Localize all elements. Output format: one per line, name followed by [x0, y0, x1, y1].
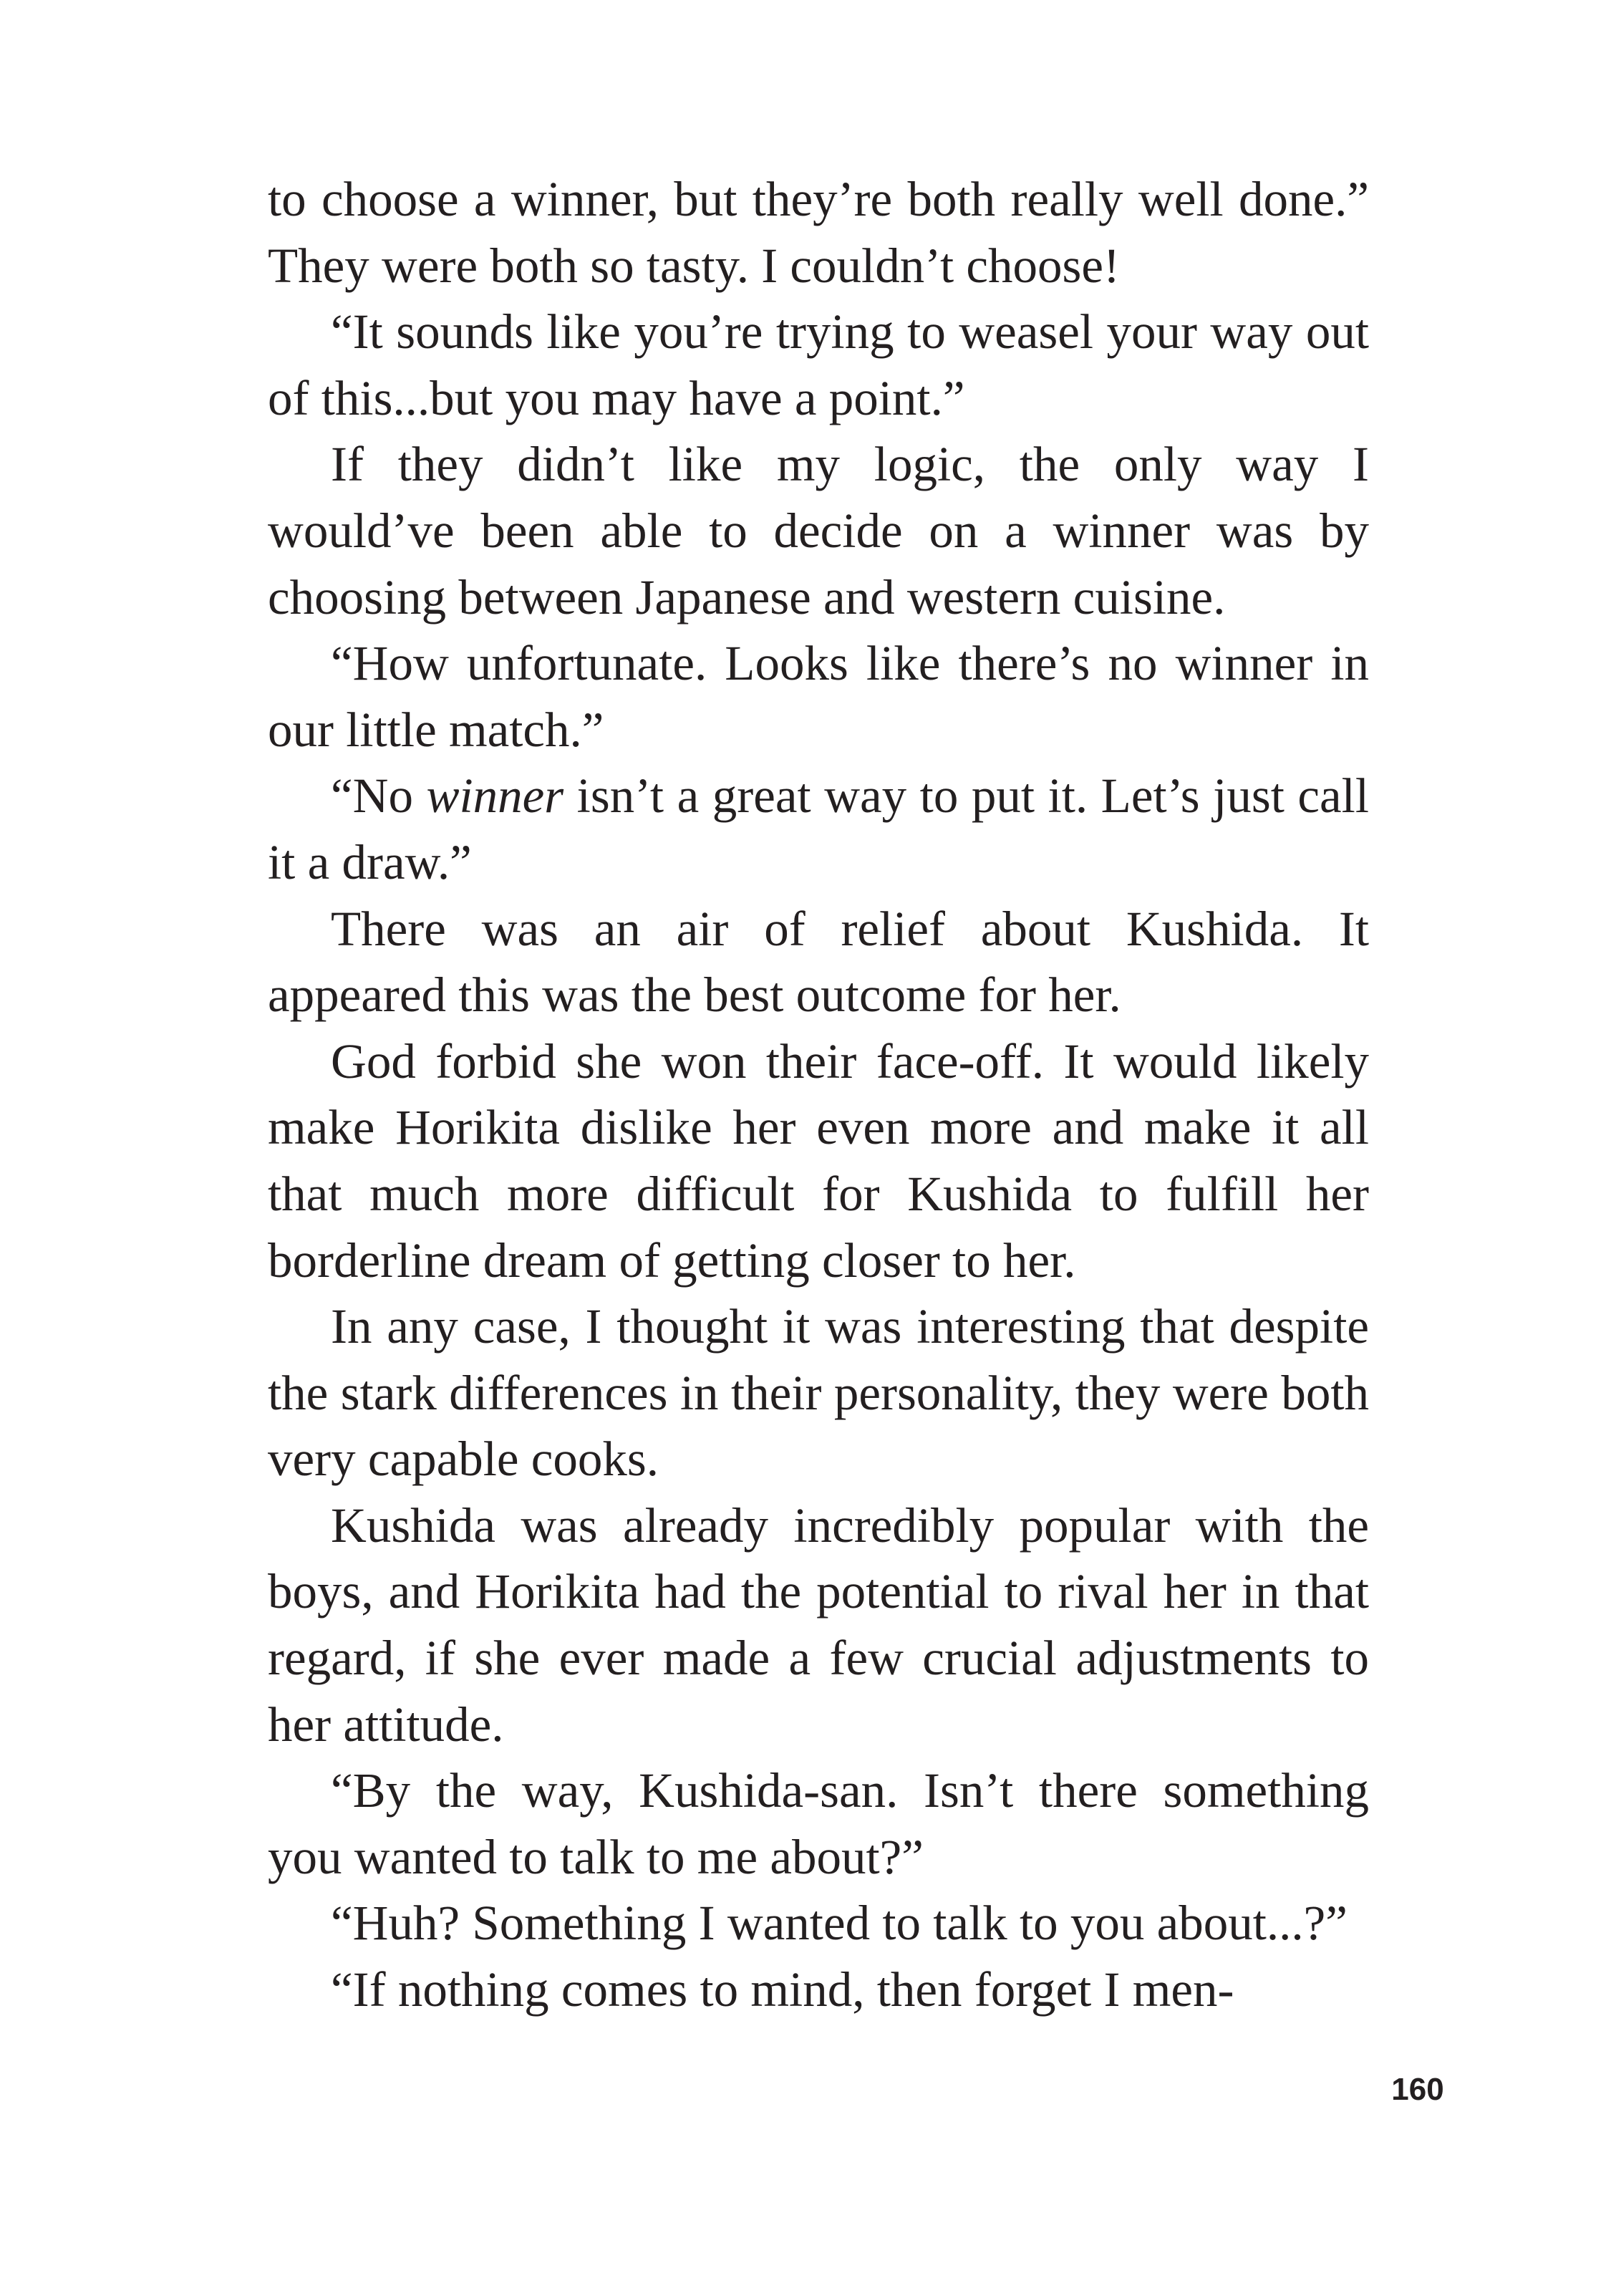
paragraph-text-start: “No	[331, 768, 427, 824]
paragraph-dialogue: “Huh? Something I wanted to talk to you about...?”	[331, 1896, 1348, 1951]
paragraph-narration: God forbid she won their face-off. It would likely make Horikita dislike her even more and make it all that much more difficult for Kushida to fulfill her borderline dream of getting closer to her.	[268, 1033, 1369, 1288]
paragraph-dialogue	[268, 763, 1369, 895]
paragraph-dialogue: “How unfortunate. Looks like there’s no winner in our little match.”	[268, 636, 1369, 757]
paragraph-dialogue: “By the way, Kushida-san. Isn’t there something you wanted to talk to me about?”	[268, 1763, 1369, 1884]
paragraph-narration: In any case, I thought it was interesting that despite the stark differences in their personality, they were both very capable cooks.	[268, 1299, 1369, 1487]
page-number: 160	[1391, 2072, 1444, 2107]
paragraph-text-end: isn’t a great way to put it. Let’s just call it a draw.”	[268, 768, 1369, 889]
paragraph-continuation: to choose a winner, but they’re both really well done.” They were both so tasty. I couldn’t choose!	[268, 172, 1369, 293]
paragraph-narration: Kushida was already incredibly popular with the boys, and Horikita had the potential to rival her in that regard, if she ever made a few crucial adjustments to her attitude.	[268, 1497, 1369, 1752]
paragraph-dialogue: “If nothing comes to mind, then forget I men-	[331, 1962, 1234, 2017]
paragraph-narration: There was an air of relief about Kushida. It appeared this was the best outcome for her.	[268, 901, 1369, 1023]
paragraph-dialogue: “It sounds like you’re trying to weasel your way out of this...but you may have a point.”	[268, 304, 1369, 425]
body-text	[268, 166, 1369, 2023]
paragraph-narration: If they didn’t like my logic, the only way I would’ve been able to decide on a winner was by choosing between Japanese and western cuisine.	[268, 437, 1369, 624]
emphasized-word: winner	[426, 768, 564, 824]
